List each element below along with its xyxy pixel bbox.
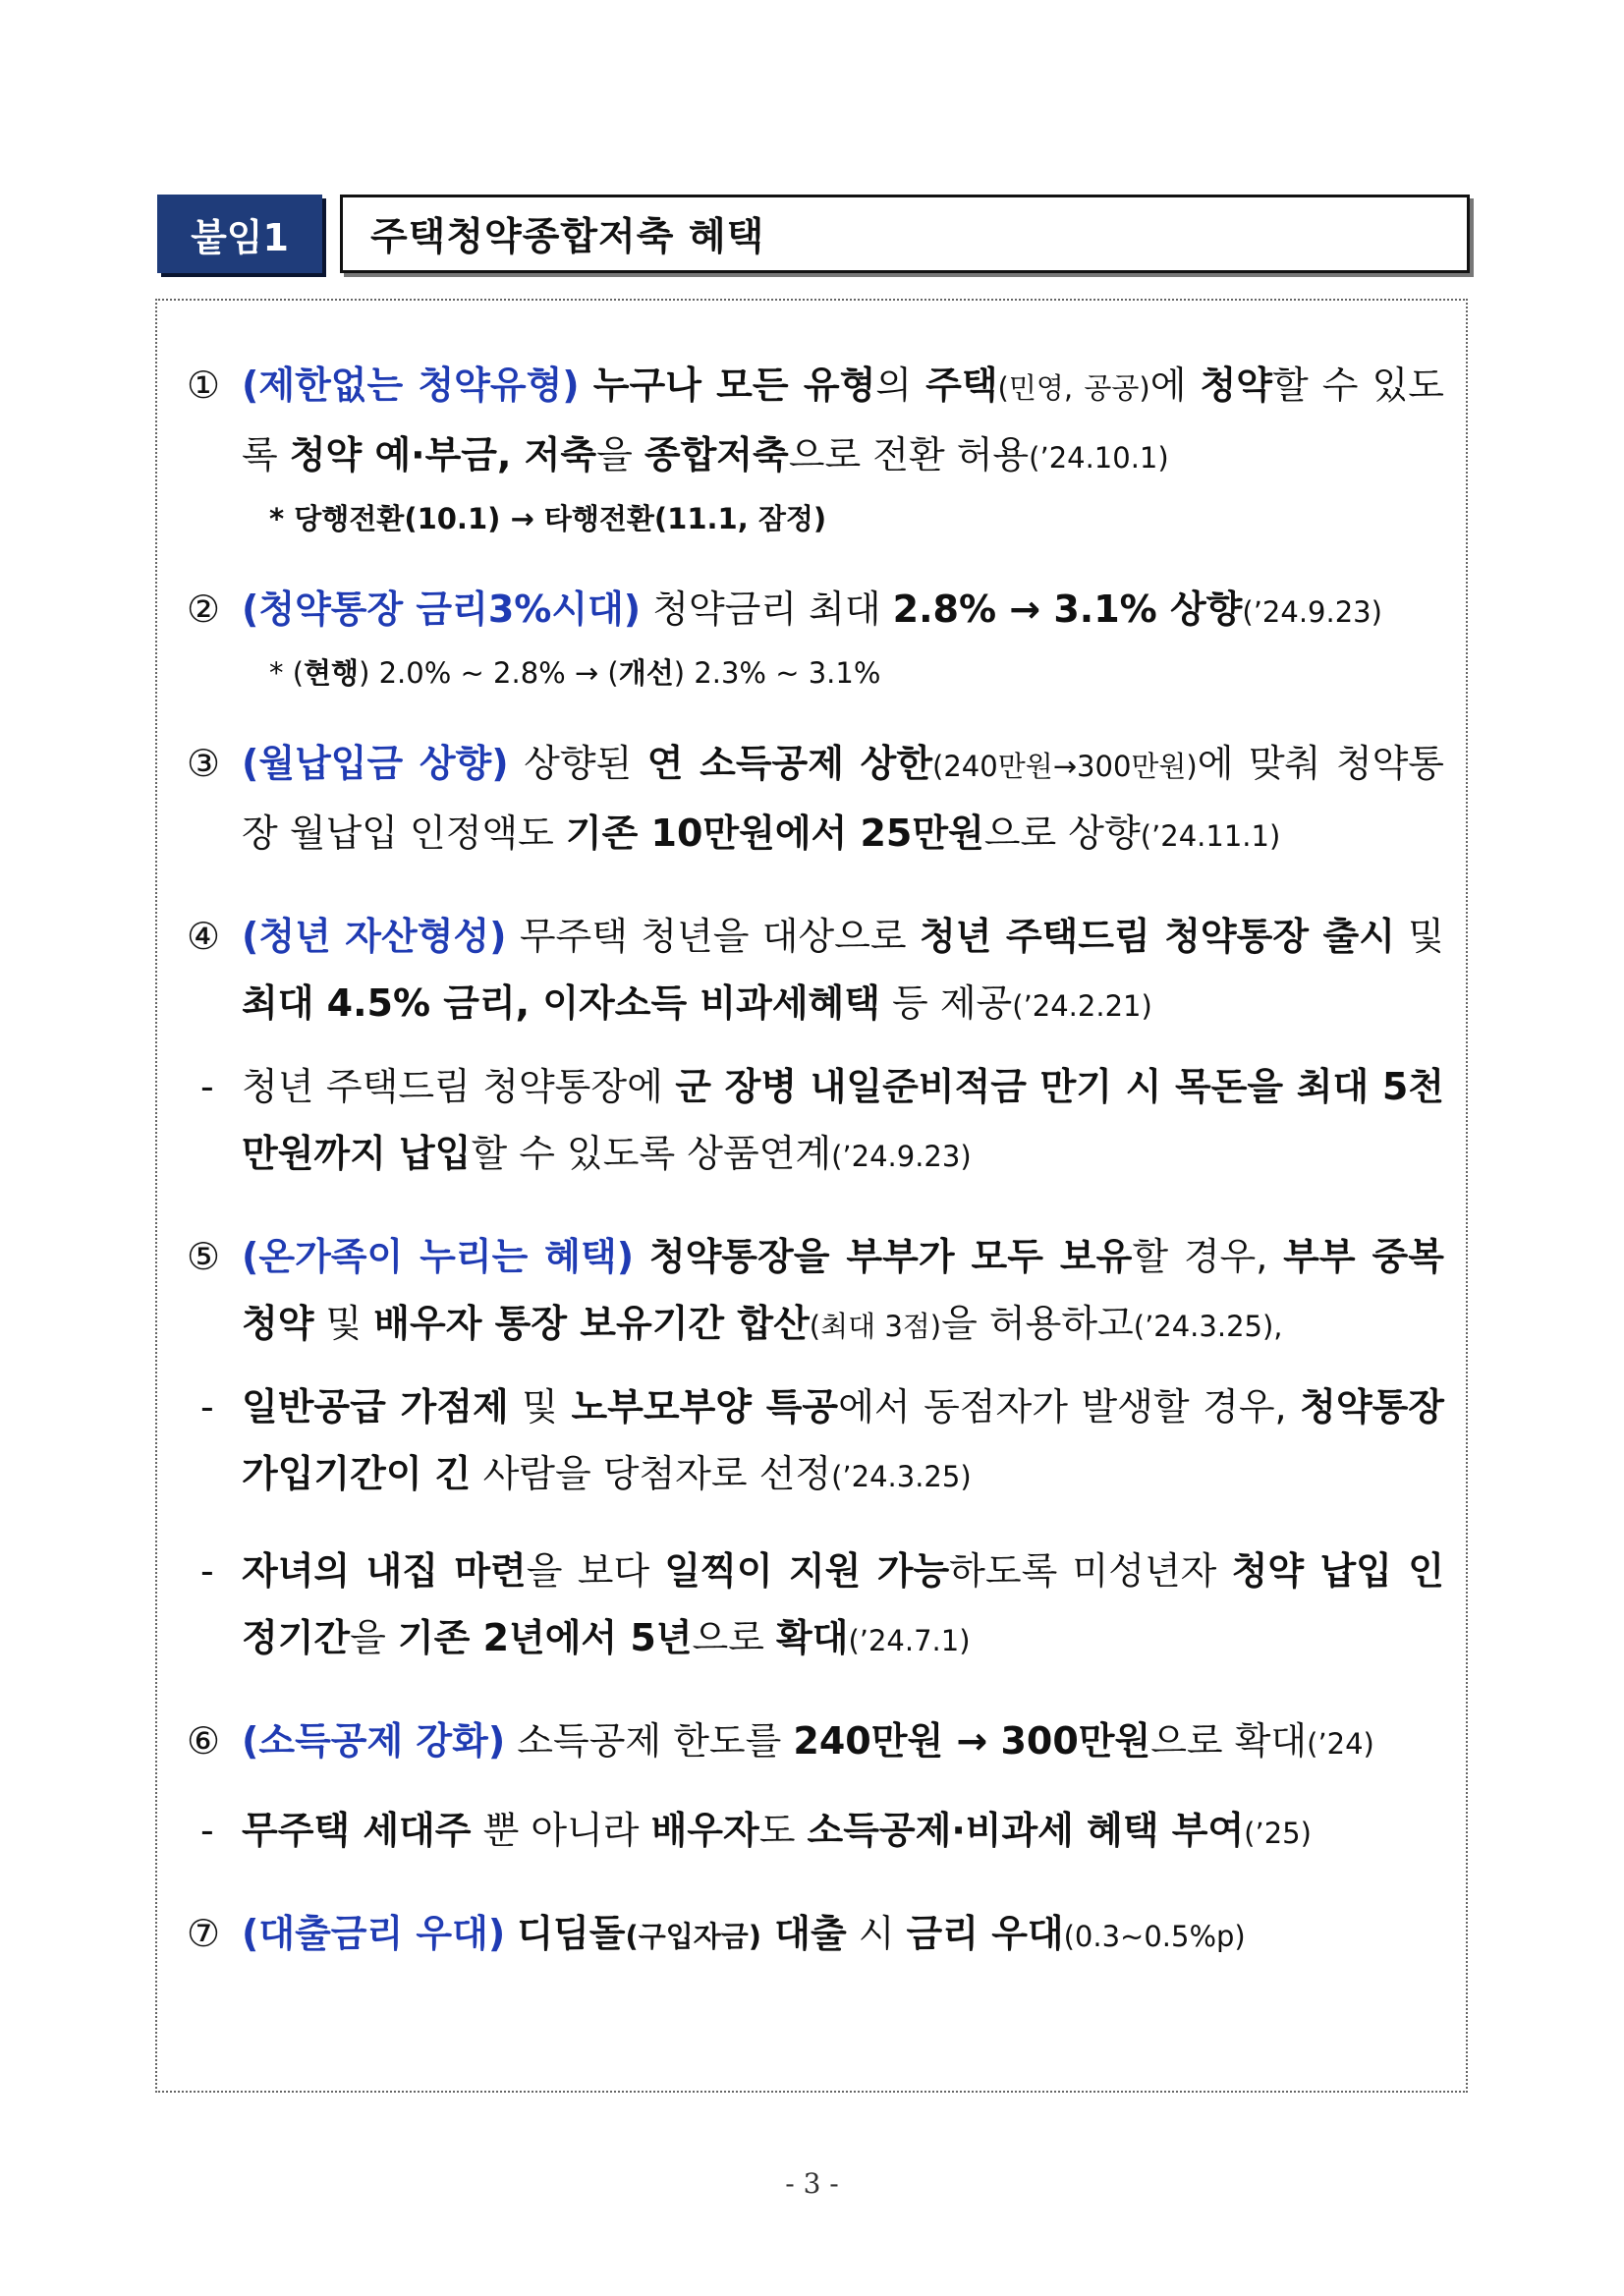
item-number: ⑥ [187, 1719, 221, 1763]
text: 사람을 당첨자로 선정 [471, 1452, 832, 1495]
text: 일반공급 가점제 [242, 1385, 509, 1428]
text: 도 [758, 1809, 808, 1852]
text: ) 2.0% ~ 2.8% → ( [359, 656, 619, 690]
benefits-box [155, 299, 1468, 2093]
text: 에 [1149, 364, 1201, 407]
attachment-tag: 붙임1 [157, 195, 322, 273]
text [505, 1912, 517, 1955]
text: 등 제공 [879, 981, 1013, 1025]
text: 최대 4.5% 금리, 이자소득 비과세혜택 [242, 981, 880, 1025]
text: 무주택 청년을 대상으로 [506, 915, 920, 958]
date: (’24.3.25) [831, 1460, 972, 1493]
benefit-item-5 [187, 1223, 1444, 1360]
date: (’24.2.21) [1012, 989, 1152, 1023]
text: 상향된 [508, 742, 647, 785]
date: (’24.11.1) [1140, 819, 1281, 853]
text: 에서 동점자가 발생할 경우, [838, 1385, 1301, 1428]
text: 대출 [761, 1912, 847, 1955]
sub-item-text [242, 1538, 1444, 1674]
benefit-item-2 [187, 576, 1444, 645]
text: 240만원 → 300만원 [793, 1719, 1151, 1763]
text: * ( [269, 656, 305, 690]
item-text [242, 1223, 1444, 1360]
text: 으로 전환 허용 [788, 433, 1030, 476]
item-text [242, 1708, 1444, 1777]
sub-item-text [242, 1373, 1444, 1510]
benefit-item-1 [187, 352, 1444, 491]
text: 하도록 미성년자 [949, 1549, 1232, 1593]
benefit-item-3 [187, 730, 1444, 869]
text: 기존 10만원에서 25만원 [565, 812, 984, 855]
text: 연 소득공제 상한 [646, 742, 933, 785]
text [580, 364, 593, 407]
text: 을 허용하고 [941, 1302, 1134, 1345]
sub-item [200, 1053, 1444, 1190]
item-label: (제한없는 청약유형) [242, 364, 580, 407]
text: (구입자금) [625, 1920, 762, 1953]
text: 청약금리 최대 [641, 588, 893, 631]
text: (0.3~0.5%p) [1063, 1920, 1246, 1953]
text: 일찍이 지원 가능 [664, 1549, 950, 1593]
text: 현행 [304, 656, 360, 690]
item-note: * 당행전환(10.1) → 타행전환(11.1, 잠정) [269, 502, 827, 535]
text: 자녀의 내집 마련 [242, 1549, 527, 1593]
item-text [242, 352, 1444, 491]
text: 및 [1394, 915, 1444, 958]
text: 으로 [692, 1616, 777, 1659]
text: (최대 3점) [809, 1310, 942, 1343]
text: (240만원→300만원) [932, 750, 1198, 783]
text: 으로 상향 [983, 812, 1141, 855]
text: 뿐 아니라 [471, 1809, 651, 1852]
text: 청약통장 가입기간이 긴 [242, 1385, 1444, 1495]
item-number: ③ [187, 742, 221, 785]
text: 으로 확대 [1150, 1719, 1308, 1763]
benefit-item-6 [187, 1708, 1444, 1777]
date: (’24.9.23) [831, 1140, 972, 1173]
text: 청약 납입 인정기간 [242, 1549, 1444, 1659]
benefit-item-7 [187, 1900, 1444, 1970]
text: 개선 [618, 656, 674, 690]
text: 배우자 [650, 1809, 759, 1852]
text: 확대 [776, 1616, 849, 1659]
text: 청약 예·부금, 저축 [289, 433, 597, 476]
page-title: 주택청약종합저축 혜택 [340, 195, 1470, 273]
text: 누구나 모든 유형 [592, 364, 876, 407]
text: 무주택 세대주 [242, 1809, 472, 1852]
text: 기존 2년에서 5년 [397, 1616, 693, 1659]
item-label: (소득공제 강화) [242, 1719, 506, 1763]
date: (’24.7.1) [848, 1624, 971, 1657]
item-number: ⑦ [187, 1912, 221, 1955]
text: 에 맞춰 청약통장 월납입 인정액도 [242, 742, 1444, 855]
item-text [242, 903, 1444, 1039]
item-label: (청약통장 금리3%시대) [242, 588, 642, 631]
text: 청약통장을 부부가 모두 보유 [648, 1235, 1133, 1278]
benefit-item-4 [187, 903, 1444, 1039]
dash: - [200, 1385, 214, 1428]
sub-item-text [242, 1797, 1444, 1867]
text: 2.8% → 3.1% 상향 [892, 588, 1243, 631]
text [634, 1235, 649, 1278]
text: 을 보다 [526, 1549, 665, 1593]
text: 부부 중복청약 [242, 1235, 1444, 1345]
text: 을 [350, 1616, 398, 1659]
text: 할 수 있도록 상품연계 [471, 1132, 832, 1175]
item-label: (청년 자산형성) [242, 915, 507, 958]
item-number: ② [187, 588, 221, 631]
date: (’24.10.1) [1029, 441, 1169, 475]
text: 청약 [1200, 364, 1272, 407]
text: 소득공제 한도를 [505, 1719, 794, 1763]
sub-item-text [242, 1053, 1444, 1190]
text: 및 [313, 1302, 374, 1345]
item-text [242, 576, 1444, 645]
item-text [242, 1900, 1444, 1970]
sub-item [200, 1373, 1444, 1510]
item-text [242, 730, 1444, 869]
date: (’24.9.23) [1242, 595, 1382, 629]
sub-item [200, 1797, 1444, 1867]
text: (민영, 공공) [997, 371, 1150, 405]
item-number: ⑤ [187, 1235, 221, 1278]
text: 할 경우, [1132, 1235, 1284, 1278]
dash: - [200, 1809, 214, 1852]
page-number: - 3 - [785, 2167, 839, 2200]
item-number: ④ [187, 915, 221, 958]
sub-item [200, 1538, 1444, 1674]
dash: - [200, 1549, 214, 1593]
item-label: (월납입금 상향) [242, 742, 509, 785]
text: 청년 주택드림 청약통장 출시 [919, 915, 1395, 958]
item-label: (대출금리 우대) [242, 1912, 506, 1955]
text: 시 [846, 1912, 907, 1955]
date: (’25) [1244, 1817, 1312, 1850]
text: 및 [508, 1385, 572, 1428]
text: 종합저축 [644, 433, 789, 476]
text: 배우자 통장 보유기간 합산 [373, 1302, 810, 1345]
text: 노부모부양 특공 [571, 1385, 839, 1428]
item-number: ① [187, 364, 221, 407]
header [157, 195, 1470, 273]
date: (’24) [1307, 1727, 1374, 1761]
dash: - [200, 1065, 214, 1108]
text: 소득공제·비과세 혜택 부여 [807, 1809, 1245, 1852]
text: 을 [596, 433, 644, 476]
item-note [269, 651, 1444, 695]
date: (’24.3.25), [1133, 1310, 1283, 1343]
text: 금리 우대 [906, 1912, 1064, 1955]
text: 할 수 있도록 [242, 364, 1444, 476]
item-label: (온가족이 누리는 혜택) [242, 1235, 635, 1278]
text: 군 장병 내일준비적금 만기 시 목돈을 최대 5천만원까지 납입 [242, 1065, 1444, 1175]
text: ) 2.3% ~ 3.1% [673, 656, 881, 690]
text: 디딤돌 [517, 1912, 626, 1955]
text: 청년 주택드림 청약통장에 [242, 1065, 676, 1108]
text: 주택 [925, 364, 998, 407]
text: 의 [875, 364, 926, 407]
